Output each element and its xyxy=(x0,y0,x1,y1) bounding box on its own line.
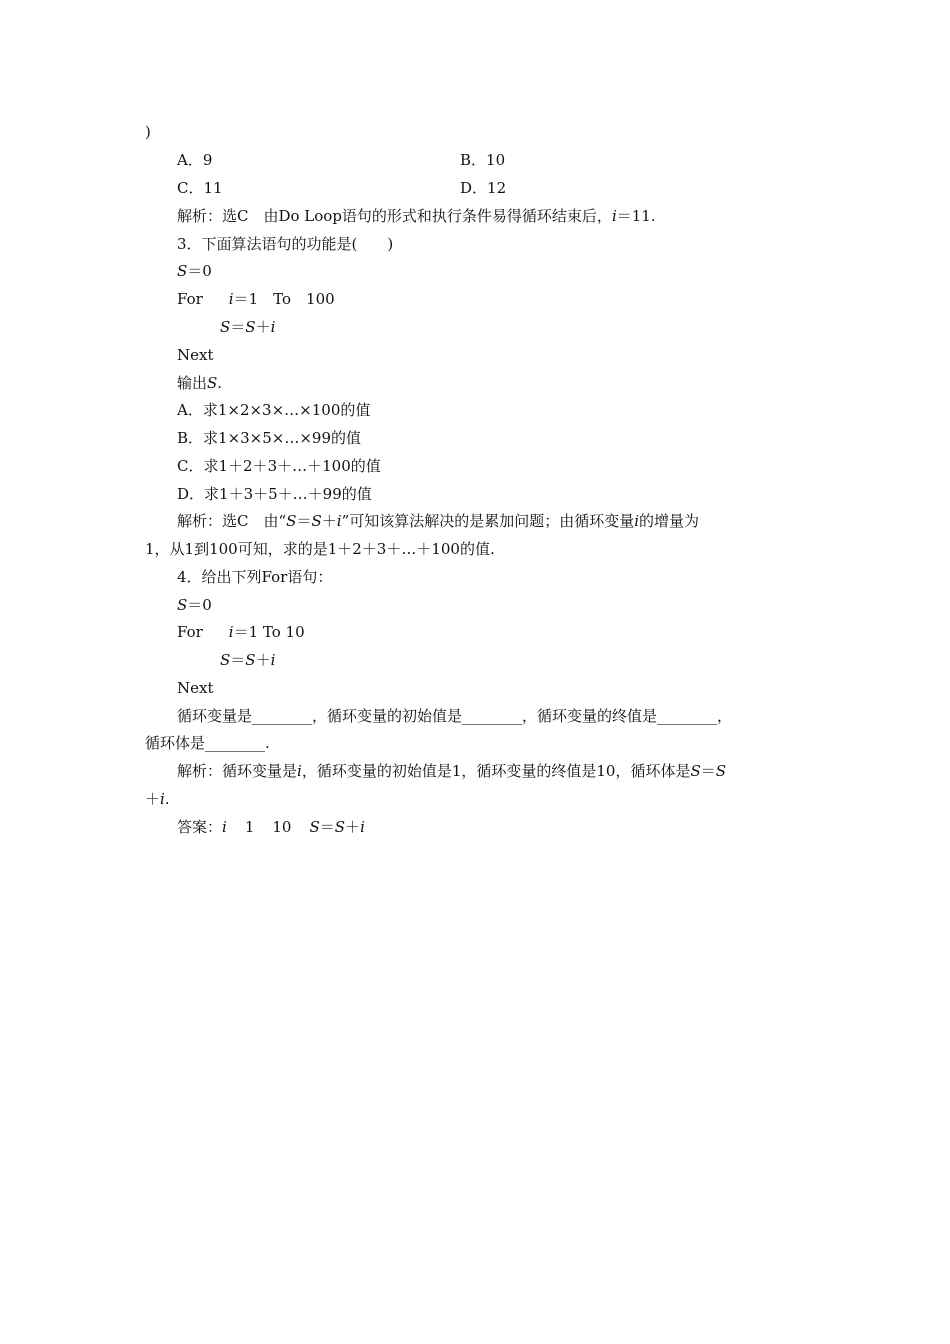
q4-an-s2: S xyxy=(715,762,727,780)
q2-option-d: D．12 xyxy=(460,179,507,197)
q3-body-s2: S xyxy=(245,318,256,336)
q3-an-s2: S xyxy=(311,512,322,530)
q3-code-s: S xyxy=(177,262,188,280)
q4-analysis-line2 xyxy=(145,789,170,809)
q4-question-line1: 循环变量是________，循环变量的初始值是________，循环变量的终值是________， xyxy=(177,707,733,725)
q4-code-i: i xyxy=(228,623,234,641)
q3-code-for xyxy=(177,289,335,309)
q4-code-range: ＝1 To 10 xyxy=(233,623,305,641)
q4-code-init-val: ＝0 xyxy=(187,596,212,614)
q4-answer-i2: i xyxy=(360,818,365,836)
q4-body-plus: ＋ xyxy=(255,651,271,669)
q4-body-i: i xyxy=(270,651,276,669)
q3-body-i: i xyxy=(270,318,276,336)
q4-an-b: ，循环变量的初始值是1，循环变量的终值是10，循环体是 xyxy=(301,762,691,780)
q4-body-s2: S xyxy=(245,651,256,669)
q3-code-init-val: ＝0 xyxy=(187,262,212,280)
q4-answer xyxy=(177,817,365,837)
q4-answer-v2: 10 xyxy=(272,818,292,836)
q4-stem: 4．给出下列For语句： xyxy=(177,568,333,586)
q3-body-s: S xyxy=(220,318,231,336)
q2-option-c: C．11 xyxy=(177,179,223,197)
q3-code-range: ＝1 To 100 xyxy=(233,290,335,308)
q4-code-for xyxy=(177,622,305,642)
q3-option-a: A．求1×2×3×…×100的值 xyxy=(177,401,371,419)
q3-an-b: ”可知该算法解决的是累加问题；由循环变量 xyxy=(341,512,635,530)
q3-output-var: S xyxy=(207,374,218,392)
q4-body-s: S xyxy=(220,651,231,669)
q2-analysis-suffix: ＝11. xyxy=(616,207,656,225)
q4-code-for-kw: For xyxy=(177,623,203,641)
q3-an-c: 的增量为 xyxy=(639,512,700,530)
q2-analysis-text: 解析：选C 由Do Loop语句的形式和执行条件易得循环结束后， xyxy=(177,207,612,225)
q3-body-eq: ＝ xyxy=(230,318,246,336)
q3-output-suffix: . xyxy=(217,374,223,392)
q4-question-line2: 循环体是________. xyxy=(145,734,270,752)
q4-code-body xyxy=(220,650,275,670)
q4-body-eq: ＝ xyxy=(230,651,246,669)
q2-option-b: B．10 xyxy=(460,151,506,169)
q3-body-plus: ＋ xyxy=(255,318,271,336)
q4-an-a: 解析：循环变量是 xyxy=(177,762,298,780)
q2-close-paren: ) xyxy=(145,123,151,141)
q4-an-plus: ＋ xyxy=(145,790,161,808)
q3-code-next: Next xyxy=(177,346,214,364)
q2-analysis-var: i xyxy=(611,207,617,225)
q4-answer-s2: S xyxy=(334,818,346,836)
q4-an-eq: ＝ xyxy=(700,762,716,780)
q3-code-output xyxy=(177,373,222,393)
q2-option-a: A．9 xyxy=(177,151,213,169)
q4-an-i2: i xyxy=(160,790,165,808)
q3-code-init xyxy=(177,261,212,281)
q3-code-i: i xyxy=(228,290,234,308)
q4-code-s: S xyxy=(177,596,188,614)
q4-an-s: S xyxy=(690,762,701,780)
q3-option-b: B．求1×3×5×…×99的值 xyxy=(177,429,362,447)
q4-an-i: i xyxy=(297,762,302,780)
q4-answer-i: i xyxy=(222,818,227,836)
q4-answer-plus: ＋ xyxy=(345,818,361,836)
q4-analysis-line1 xyxy=(177,761,726,781)
q4-an-end: . xyxy=(164,790,170,808)
q2-analysis xyxy=(177,206,656,226)
q3-code-for-kw: For xyxy=(177,290,203,308)
q3-option-c: C．求1＋2＋3＋…＋100的值 xyxy=(177,457,381,475)
q3-analysis-line1 xyxy=(177,511,699,531)
q3-an-eq: ＝ xyxy=(296,512,312,530)
q4-code-init xyxy=(177,595,212,615)
q3-code-body xyxy=(220,317,275,337)
q4-answer-eq: ＝ xyxy=(319,818,335,836)
q4-answer-label: 答案： xyxy=(177,818,223,836)
q4-answer-v1: 1 xyxy=(244,818,255,836)
q3-an-s: S xyxy=(286,512,297,530)
q3-an-a: 解析：选C 由“ xyxy=(177,512,287,530)
q3-analysis-line2: 1，从1到100可知，求的是1＋2＋3＋…＋100的值. xyxy=(145,540,495,558)
q3-option-d: D．求1＋3＋5＋…＋99的值 xyxy=(177,485,372,503)
q3-output-prefix: 输出 xyxy=(177,374,208,392)
q4-answer-s: S xyxy=(309,818,320,836)
q3-an-plus: ＋ xyxy=(321,512,337,530)
q3-stem: 3．下面算法语句的功能是( ) xyxy=(177,235,394,253)
q4-code-next: Next xyxy=(177,679,214,697)
q3-an-i2: i xyxy=(634,512,640,530)
q3-an-i: i xyxy=(336,512,342,530)
